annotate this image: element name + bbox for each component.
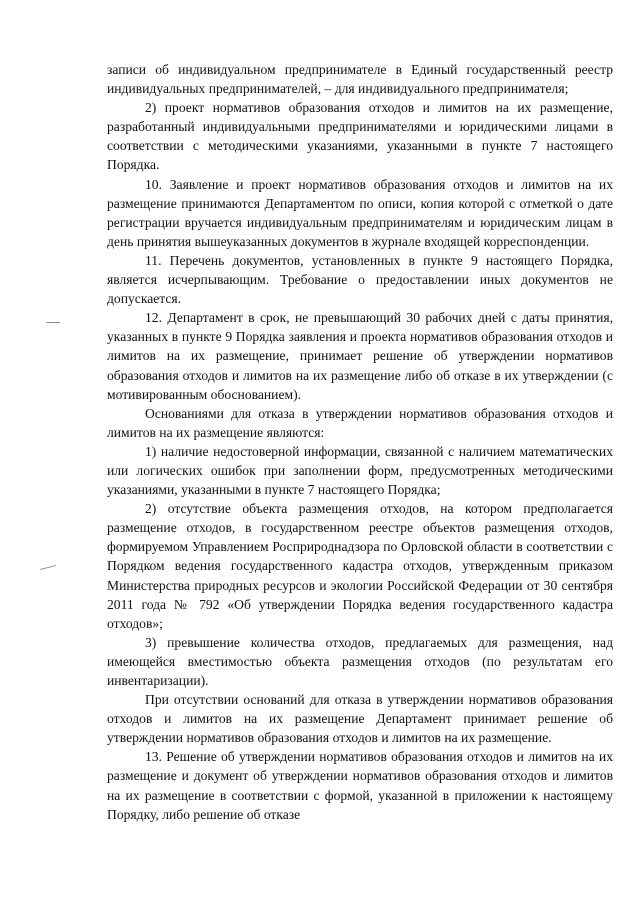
paragraph-point-11: 11. Перечень документов, установленных в пункте 9 настоящего Порядка, является исчерпывающим. Требование о предоставлении иных документов не допускается. <box>107 252 613 307</box>
paragraph-refusal-grounds: Основаниями для отказа в утверждении нормативов образования отходов и лимитов на их размещение являются: <box>107 405 613 440</box>
document-page <box>107 60 613 824</box>
paragraph-point-13: 13. Решение об утверждении нормативов образования отходов и лимитов на их размещение и документ об утверждении нормативов образования отходов и лимитов на их размещение в соответствии с формой, указанной в приложении к настоящему Порядку, либо решение об отказе <box>107 749 613 822</box>
paragraph-ground-1: 1) наличие недостоверной информации, связанной с наличием математических или логических ошибок при заполнении форм, предусмотренных методическими указаниями, указанными в пункте 7 настоящего Порядка; <box>107 443 613 498</box>
paragraph-item-2: 2) проект нормативов образования отходов и лимитов на их размещение, разработанный индивидуальными предпринимателями и юридическими лицами в соответствии с методическими указаниями, указанными в пункте 7 настоящего Порядка. <box>107 100 613 173</box>
paragraph-point-12: 12. Департамент в срок, не превышающий 30 рабочих дней с даты принятия, указанных в пункте 9 Порядка заявления и проекта нормативов образования отходов и лимитов на их размещение, принимает решение об утверждении нормативов образования отходов и лимитов на их размещение либо об отказе в их утверждении (с мотивированным обоснованием). <box>107 310 613 402</box>
paragraph-continuation: записи об индивидуальном предпринимателе в Единый государственный реестр индивидуальных предпринимателей, – для индивидуального предпринимателя; <box>107 62 613 97</box>
paragraph-point-10: 10. Заявление и проект нормативов образования отходов и лимитов на их размещение принимаются Департаментом по описи, копия которой с отметкой о дате регистрации вручается индивидуальным предпринимателям и юридическим лицам в день принятия вышеуказанных документов в журнале входящей корреспонденции. <box>107 176 613 249</box>
scan-artifact-mark <box>40 565 56 570</box>
scan-artifact-mark <box>46 322 60 323</box>
paragraph-ground-2: 2) отсутствие объекта размещения отходов, на котором предполагается размещение отходов, в государственном реестре объектов размещения отходов, формируемом Управлением Росприроднадзора по Орловской области в соответствии с Порядком ведения государственного кадастра отходов, утвержденным приказом Министерства природных ресурсов и экологии Российской Федерации от 30 сентября 2011 года № 792 «Об утверждении Порядка ведения государственного кадастра отходов»; <box>107 501 613 631</box>
paragraph-no-grounds: При отсутствии оснований для отказа в утверждении нормативов образования отходов и лимитов на их размещение Департамент принимает решение об утверждении нормативов образования отходов и лимитов на их размещение. <box>107 692 613 746</box>
paragraph-ground-3: 3) превышение количества отходов, предлагаемых для размещения, над имеющейся вместимостью объекта размещения отходов (по результатам его инвентаризации). <box>107 634 613 688</box>
